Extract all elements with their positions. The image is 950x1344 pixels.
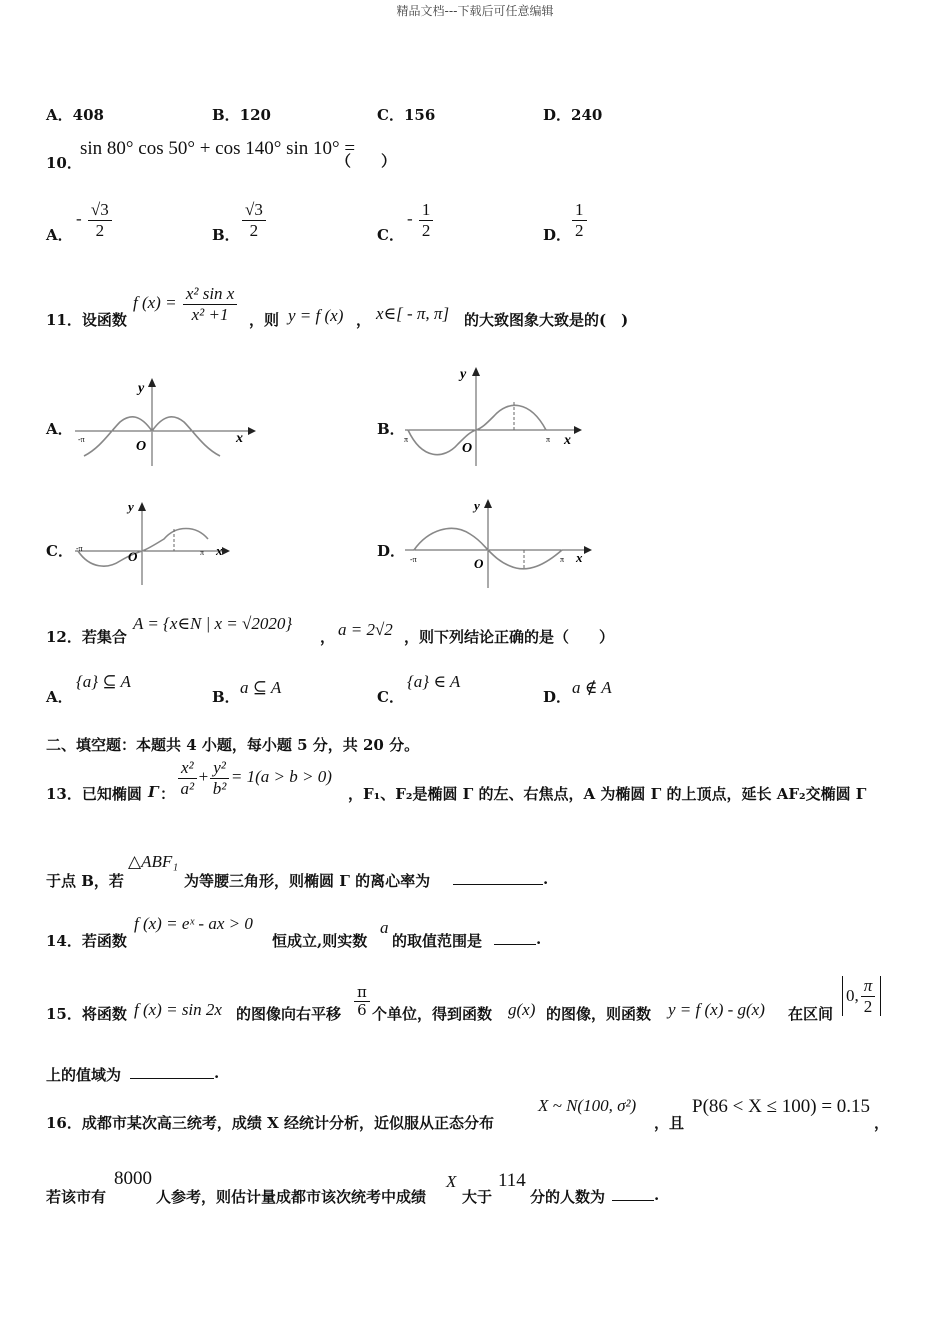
q11-domain: x∈[ - π, π] (376, 304, 450, 323)
neg-pi-label: -π (76, 544, 83, 553)
q11-graph-b (400, 360, 590, 470)
q10-paren: （ ） (336, 152, 397, 170)
y-arrow-icon (148, 378, 156, 387)
q11-graph-a (70, 370, 260, 470)
q9-option-d: D．240 (543, 106, 603, 124)
y-arrow-icon (484, 499, 492, 508)
origin-label: O (136, 439, 147, 454)
q16-line2-mid1: 人参考，则估计量成都市该次统考中成绩 (156, 1188, 427, 1206)
q10-option-a-sign: - (76, 208, 82, 228)
q13-plus: + (198, 766, 209, 786)
x-label: x (216, 543, 223, 558)
q12-option-a-label: A． (46, 688, 73, 706)
q11-option-c-label: C． (46, 542, 73, 560)
q16-answer-blank[interactable] (612, 1186, 654, 1201)
q14-tail: 的取值范围是 (392, 932, 483, 950)
q11-f-lhs: f (x) = (133, 292, 177, 312)
q13-y-den: b² (212, 778, 227, 798)
q10-number: 10． (46, 154, 82, 172)
q15-line2: 上的值域为 (46, 1066, 122, 1084)
q14-expr: f (x) = eˣ - ax > 0 (134, 914, 253, 933)
q15-mid3: 的图像，则函数 (546, 1005, 652, 1023)
q15-interval (842, 976, 881, 1016)
q15-end: . (214, 1064, 220, 1082)
q11-graph-d (400, 492, 600, 592)
pi-label: π (200, 548, 205, 557)
q12-number: 12．若集合 (46, 628, 127, 646)
origin-label: O (462, 441, 473, 456)
q15-mid1: 的图像向右平移 (236, 1005, 342, 1023)
x-label: x (236, 431, 243, 446)
q13-eq: = 1(a > b > 0) (230, 766, 332, 786)
y-label: y (460, 367, 467, 382)
pi-label: π (546, 435, 551, 444)
q12-set: A = {x∈N | x = √2020} (133, 614, 293, 633)
neg-pi-label: π (404, 435, 409, 444)
q10-option-d-value (570, 200, 589, 240)
q11-tail: 的大致图象大致是的( ) (464, 311, 629, 329)
q15-shift-den: 6 (357, 1001, 367, 1020)
q11-option-a-label: A． (46, 420, 73, 438)
curve (78, 529, 208, 567)
q10-option-d-label: D． (543, 226, 572, 244)
x-label: x (576, 550, 583, 565)
q16-prob: P(86 < X ≤ 100) = 0.15 (692, 1096, 871, 1117)
q11-y-eq: y = f (x) (288, 306, 344, 325)
q10-option-d-num: 1 (572, 200, 587, 221)
q13-colon: ： (160, 785, 176, 803)
q13-ellipse (176, 758, 332, 798)
q16-line2-head: 若该市有 (46, 1188, 107, 1206)
y-label: y (128, 499, 134, 514)
q11-number: 11．设函数 (46, 311, 127, 329)
y-arrow-icon (472, 367, 480, 376)
q15-interval-num: π (861, 976, 876, 997)
q14-mid: 恒成立,则实数 (272, 932, 368, 950)
q12-a-def: a = 2√2 (338, 620, 393, 639)
q13-x-num: x² (178, 758, 197, 779)
q15-mid4: 在区间 (788, 1005, 834, 1023)
q16-x: X (446, 1172, 457, 1191)
q16-number: 16．成都市某次高三统考，成绩 X 经统计分析，近似服从正态分布 (46, 1114, 494, 1132)
q13-y-num: y² (210, 758, 229, 779)
q10-option-c-den: 2 (421, 220, 431, 240)
q15-interval-den: 2 (863, 996, 873, 1016)
x-arrow-icon (222, 547, 230, 555)
q10-option-b-label: B． (212, 226, 240, 244)
q12-option-b-expr: a ⊆ A (240, 678, 282, 697)
q12-option-a-expr: {a} ⊆ A (76, 672, 131, 691)
q12-option-d-label: D． (543, 688, 572, 706)
pi-label: π (560, 555, 565, 564)
q12-option-b-label: B． (212, 688, 240, 706)
q10-option-b-den: 2 (249, 220, 259, 240)
q13-triangle: △ABF₁ (128, 852, 179, 871)
q16-mid: ，且 (654, 1114, 685, 1132)
q16-line2-tail: 分的人数为 (530, 1188, 606, 1206)
q14-end: . (536, 930, 542, 948)
q10-option-a-num: √3 (88, 200, 112, 221)
q11-then: ，则 (249, 311, 280, 329)
q15-mid2: 个单位，得到函数 (372, 1005, 493, 1023)
q15-shift-num: π (354, 984, 370, 1002)
q13-x-den: a² (180, 778, 195, 798)
q10-option-c-sign: - (407, 208, 413, 228)
q13-line2-head: 于点 B，若 (46, 872, 124, 890)
q11-function (133, 284, 239, 324)
q9-option-b: B．120 (212, 106, 271, 124)
q12-option-d-expr: a ∉ A (572, 678, 612, 697)
q14-var: a (380, 918, 389, 937)
q11-f-numerator: x² sin x (183, 284, 238, 305)
q14-number: 14．若函数 (46, 932, 127, 950)
q10-option-a-den: 2 (95, 220, 105, 240)
y-label: y (138, 381, 145, 396)
q10-option-c-label: C． (377, 226, 404, 244)
page-header: 精品文档---下载后可任意编辑 (396, 4, 554, 18)
q12-tail: ，则下列结论正确的是（ ） (404, 628, 615, 646)
q16-score: 114 (498, 1170, 526, 1191)
q16-end: . (654, 1186, 660, 1204)
y-label: y (474, 498, 480, 513)
q11-graph-c (70, 495, 240, 590)
q13-number: 13．已知椭圆 (46, 785, 142, 803)
x-arrow-icon (574, 426, 582, 434)
q10-option-b-num: √3 (242, 200, 266, 221)
x-arrow-icon (584, 546, 592, 554)
q12-option-c-expr: {a} ∈ A (407, 672, 461, 691)
q15-number: 15．将函数 (46, 1005, 127, 1023)
q11-f-denominator: x² +1 (191, 304, 229, 324)
q11-option-d-label: D． (377, 542, 406, 560)
q15-f-expr: f (x) = sin 2x (134, 1000, 222, 1019)
q13-line1-tail: ，F₁、F₂是椭圆 Γ 的左、右焦点，A 为椭圆 Γ 的上顶点，延长 AF₂交椭圆 Γ (348, 785, 867, 803)
q15-shift (352, 984, 372, 1020)
q10-option-a-value (76, 200, 114, 240)
y-arrow-icon (138, 502, 146, 511)
q15-y-expr: y = f (x) - g(x) (668, 1000, 765, 1019)
q13-answer-blank[interactable] (453, 870, 543, 885)
q10-option-c-value (407, 200, 435, 240)
q12-option-c-label: C． (377, 688, 404, 706)
q16-comma: ， (874, 1114, 890, 1132)
q16-line2-mid2: 大于 (462, 1188, 493, 1206)
q15-interval-left: 0, (846, 986, 859, 1006)
neg-pi-label: -π (78, 435, 85, 444)
q12-comma: ， (320, 628, 336, 646)
q16-dist: X ~ N(100, σ²) (538, 1096, 637, 1115)
q11-option-b-label: B． (377, 420, 405, 438)
q15-answer-blank[interactable] (130, 1064, 214, 1079)
q13-end: . (543, 870, 549, 888)
q15-g-expr: g(x) (508, 1000, 536, 1019)
neg-pi-label: -π (410, 555, 417, 564)
q14-answer-blank[interactable] (494, 930, 536, 945)
q10-expression: sin 80° cos 50° + cos 140° sin 10° = (80, 138, 356, 159)
section-heading: 二、填空题：本题共 4 小题，每小题 5 分，共 20 分。 (46, 736, 420, 754)
q11-comma: ， (356, 311, 372, 329)
q10-option-d-den: 2 (575, 220, 584, 240)
q10-option-c-num: 1 (419, 200, 434, 221)
q13-gamma: Γ (148, 783, 159, 801)
q9-option-a: A．408 (46, 106, 104, 124)
q16-n: 8000 (114, 1168, 152, 1189)
q9-option-c: C．156 (377, 106, 436, 124)
x-label: x (564, 433, 571, 448)
x-arrow-icon (248, 427, 256, 435)
q10-option-b-value (240, 200, 268, 240)
q13-line2-tail: 为等腰三角形，则椭圆 Γ 的离心率为 (184, 872, 431, 890)
origin-label: O (128, 549, 138, 564)
origin-label: O (474, 556, 484, 571)
q10-option-a-label: A． (46, 226, 73, 244)
